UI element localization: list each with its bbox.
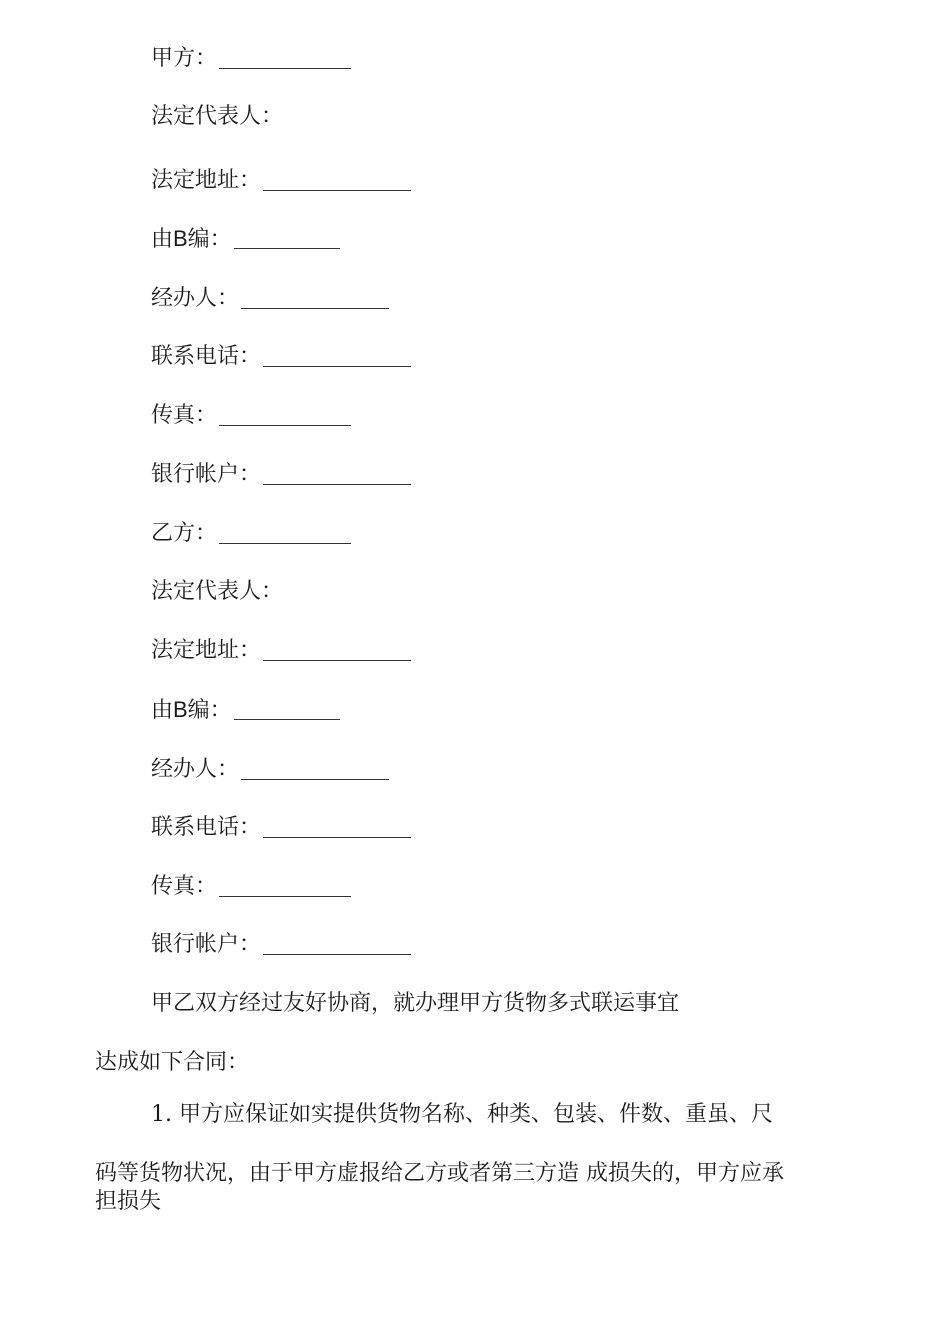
party-a-label: 甲方：	[151, 46, 218, 71]
party-a-bank-label: 银行帐户：	[151, 462, 262, 487]
party-a-phone-label: 联系电话：	[151, 344, 262, 369]
party-b-fax-blank[interactable]	[219, 876, 351, 897]
party-b-bank-label: 银行帐户：	[151, 932, 262, 957]
party-b-label: 乙方：	[151, 521, 218, 546]
clause-1-line-2: 码等货物状况，由于甲方虚报给乙方或者第三方造 成损失的，甲方应承	[95, 1161, 784, 1186]
party-b-phone-field	[151, 815, 411, 841]
party-a-phone-blank[interactable]	[263, 346, 411, 367]
party-a-handler-label: 经办人：	[151, 286, 240, 311]
party-a-bank-blank[interactable]	[263, 464, 411, 485]
party-a-postcode-blank[interactable]	[234, 228, 340, 249]
party-b-handler-blank[interactable]	[241, 759, 389, 780]
party-a-blank[interactable]	[219, 48, 351, 69]
party-b-postcode-field	[151, 697, 340, 723]
party-b-postcode-blank[interactable]	[234, 699, 340, 720]
clause-1-line-3: 担损失	[95, 1189, 162, 1214]
party-b-rep-field	[151, 579, 283, 605]
party-a-fax-blank[interactable]	[219, 405, 351, 426]
party-a-bank-field	[151, 462, 411, 488]
party-a-postcode-label: 由B编：	[151, 226, 232, 251]
party-b-fax-label: 传真：	[151, 874, 218, 899]
party-a-address-label: 法定地址：	[151, 168, 262, 193]
party-b-phone-label: 联系电话：	[151, 815, 262, 840]
party-b-fax-field	[151, 874, 351, 900]
party-b-address-blank[interactable]	[263, 640, 411, 661]
party-b-postcode-label: 由B编：	[151, 697, 232, 722]
party-b-phone-blank[interactable]	[263, 817, 411, 838]
party-b-blank[interactable]	[219, 523, 351, 544]
party-a-rep-label: 法定代表人：	[151, 104, 284, 129]
intro-line-2: 达成如下合同：	[95, 1050, 250, 1075]
party-b-handler-label: 经办人：	[151, 757, 240, 782]
party-a-fax-field	[151, 403, 351, 429]
party-b-handler-field	[151, 757, 389, 783]
party-b-address-field	[151, 638, 411, 664]
party-b-bank-blank[interactable]	[263, 934, 411, 955]
party-a-fax-label: 传真：	[151, 403, 218, 428]
party-a-address-field	[151, 168, 411, 194]
party-a-postcode-field	[151, 226, 340, 252]
party-a-address-blank[interactable]	[263, 170, 411, 191]
party-a-handler-field	[151, 286, 389, 312]
intro-line-1: 甲乙双方经过友好协商，就办理甲方货物多式联运事宜	[151, 991, 680, 1016]
party-a-rep-field	[151, 104, 283, 130]
party-a-handler-blank[interactable]	[241, 288, 389, 309]
party-b-field	[151, 521, 351, 547]
party-a-field	[151, 46, 351, 72]
party-b-rep-label: 法定代表人：	[151, 579, 284, 604]
party-a-phone-field	[151, 344, 411, 370]
clause-1-line-1: 1. 甲方应保证如实提供货物名称、种类、包装、件数、重虽、尺	[151, 1102, 773, 1127]
party-b-address-label: 法定地址：	[151, 638, 262, 663]
party-b-bank-field	[151, 932, 411, 958]
